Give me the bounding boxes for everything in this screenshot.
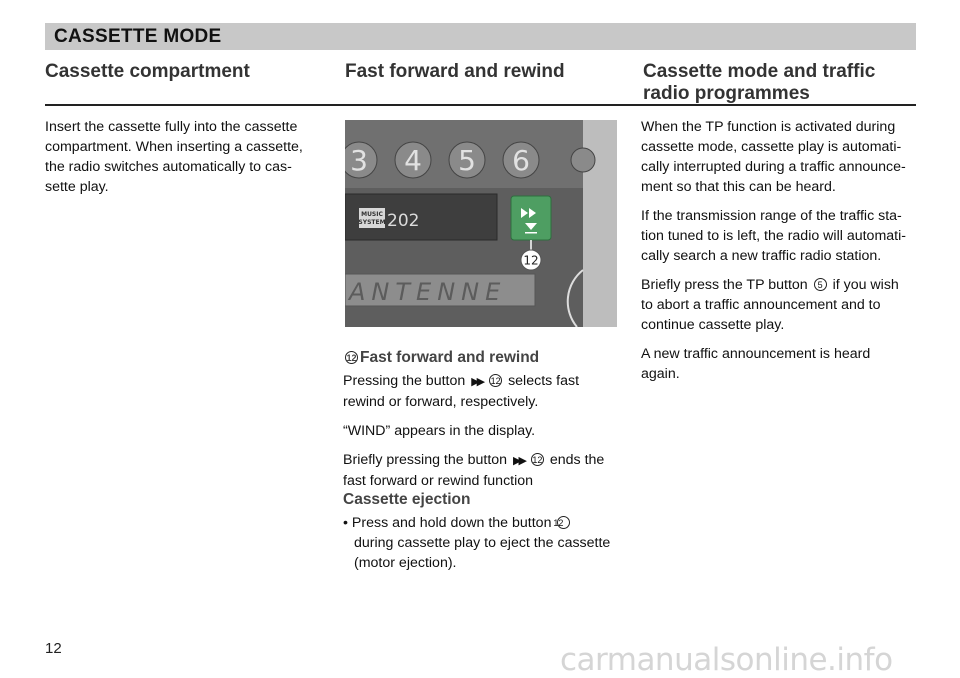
text-span: Pressing the button: [343, 373, 466, 389]
heading-cassette-traffic: [643, 61, 875, 105]
text-span: fast forward or rewind function: [343, 473, 534, 489]
section-header-bar: [45, 23, 916, 50]
wind-display-note: “WIND” appears in the display.: [343, 423, 536, 439]
text-line: Insert the cassette fully into the cassette: [45, 119, 298, 135]
heading-cassette-compartment: Cassette compartment: [45, 61, 250, 82]
text-span: cally search a new traffic radio station.: [641, 248, 882, 264]
heading-line-1: Cassette mode and traffic: [643, 61, 876, 82]
radio-faceplate-photo: [345, 120, 617, 327]
preset-button-4: 4: [404, 144, 422, 177]
cassette-compartment-text: [45, 117, 320, 197]
text-span: Briefly press the TP button: [641, 277, 808, 293]
preset-button-6: 6: [512, 144, 530, 177]
fast-forward-icon: ▶▶: [513, 455, 524, 467]
text-line: sette play.: [45, 179, 109, 195]
callout-12: 12: [523, 253, 539, 268]
text-span: Briefly pressing the button: [343, 452, 508, 468]
subheading-text: Fast forward and rewind: [360, 349, 540, 366]
heading-line-2: radio programmes: [643, 83, 810, 104]
section-title: CASSETTE MODE: [54, 26, 222, 47]
ff-rewind-text: [343, 371, 628, 500]
preset-button-5: 5: [458, 144, 476, 177]
cassette-ejection-subheading: Cassette ejection: [343, 491, 471, 508]
text-span: to abort a traffic announcement and to: [641, 297, 881, 313]
traffic-mode-text: [641, 117, 921, 393]
display-text: ANTENNE: [349, 278, 507, 306]
page-number: 12: [45, 640, 62, 657]
watermark-text: carmanualsonline.info: [560, 642, 893, 678]
text-span: if you wish: [832, 277, 899, 293]
text-span: • Press and hold down the button: [343, 515, 552, 531]
ff-rewind-subheading: [343, 349, 539, 367]
callout-num: 12: [532, 455, 543, 465]
callout-num: 12: [490, 376, 501, 386]
text-span: (motor ejection).: [354, 555, 457, 571]
logo-system: SYSTEM: [358, 219, 386, 226]
text-line: compartment. When inserting a cassette,: [45, 139, 303, 155]
text-line: the radio switches automatically to cas-: [45, 159, 292, 175]
text-span: cassette mode, cassette play is automati-: [641, 139, 902, 155]
cassette-ejection-text: [343, 513, 628, 573]
heading-rule: [45, 104, 916, 106]
text-span: ends the: [549, 452, 605, 468]
text-span: If the transmission range of the traffic sta-: [641, 208, 902, 224]
logo-music: MUSIC: [361, 211, 383, 218]
text-span: during cassette play to eject the cassette: [354, 535, 611, 551]
callout-num: 12: [346, 353, 357, 363]
text-span: selects fast: [508, 373, 580, 389]
text-span: again.: [641, 366, 680, 382]
text-span: When the TP function is activated during: [641, 119, 896, 135]
preset-button-3: 3: [350, 144, 368, 177]
text-span: A new traffic announcement is heard: [641, 346, 871, 362]
text-span: continue cassette play.: [641, 317, 785, 333]
fast-forward-icon: ▶▶: [471, 376, 483, 388]
text-span: rewind or forward, respectively.: [343, 394, 539, 410]
text-span: cally interrupted during a traffic announce-: [641, 159, 906, 175]
text-span: tion tuned to is left, the radio will automati-: [641, 228, 906, 244]
heading-fast-forward-rewind: Fast forward and rewind: [345, 61, 565, 82]
model-number: 202: [387, 211, 420, 231]
callout-num: 5: [814, 278, 827, 291]
text-span: ment so that this can be heard.: [641, 179, 836, 195]
callout-num: 12: [557, 516, 570, 529]
